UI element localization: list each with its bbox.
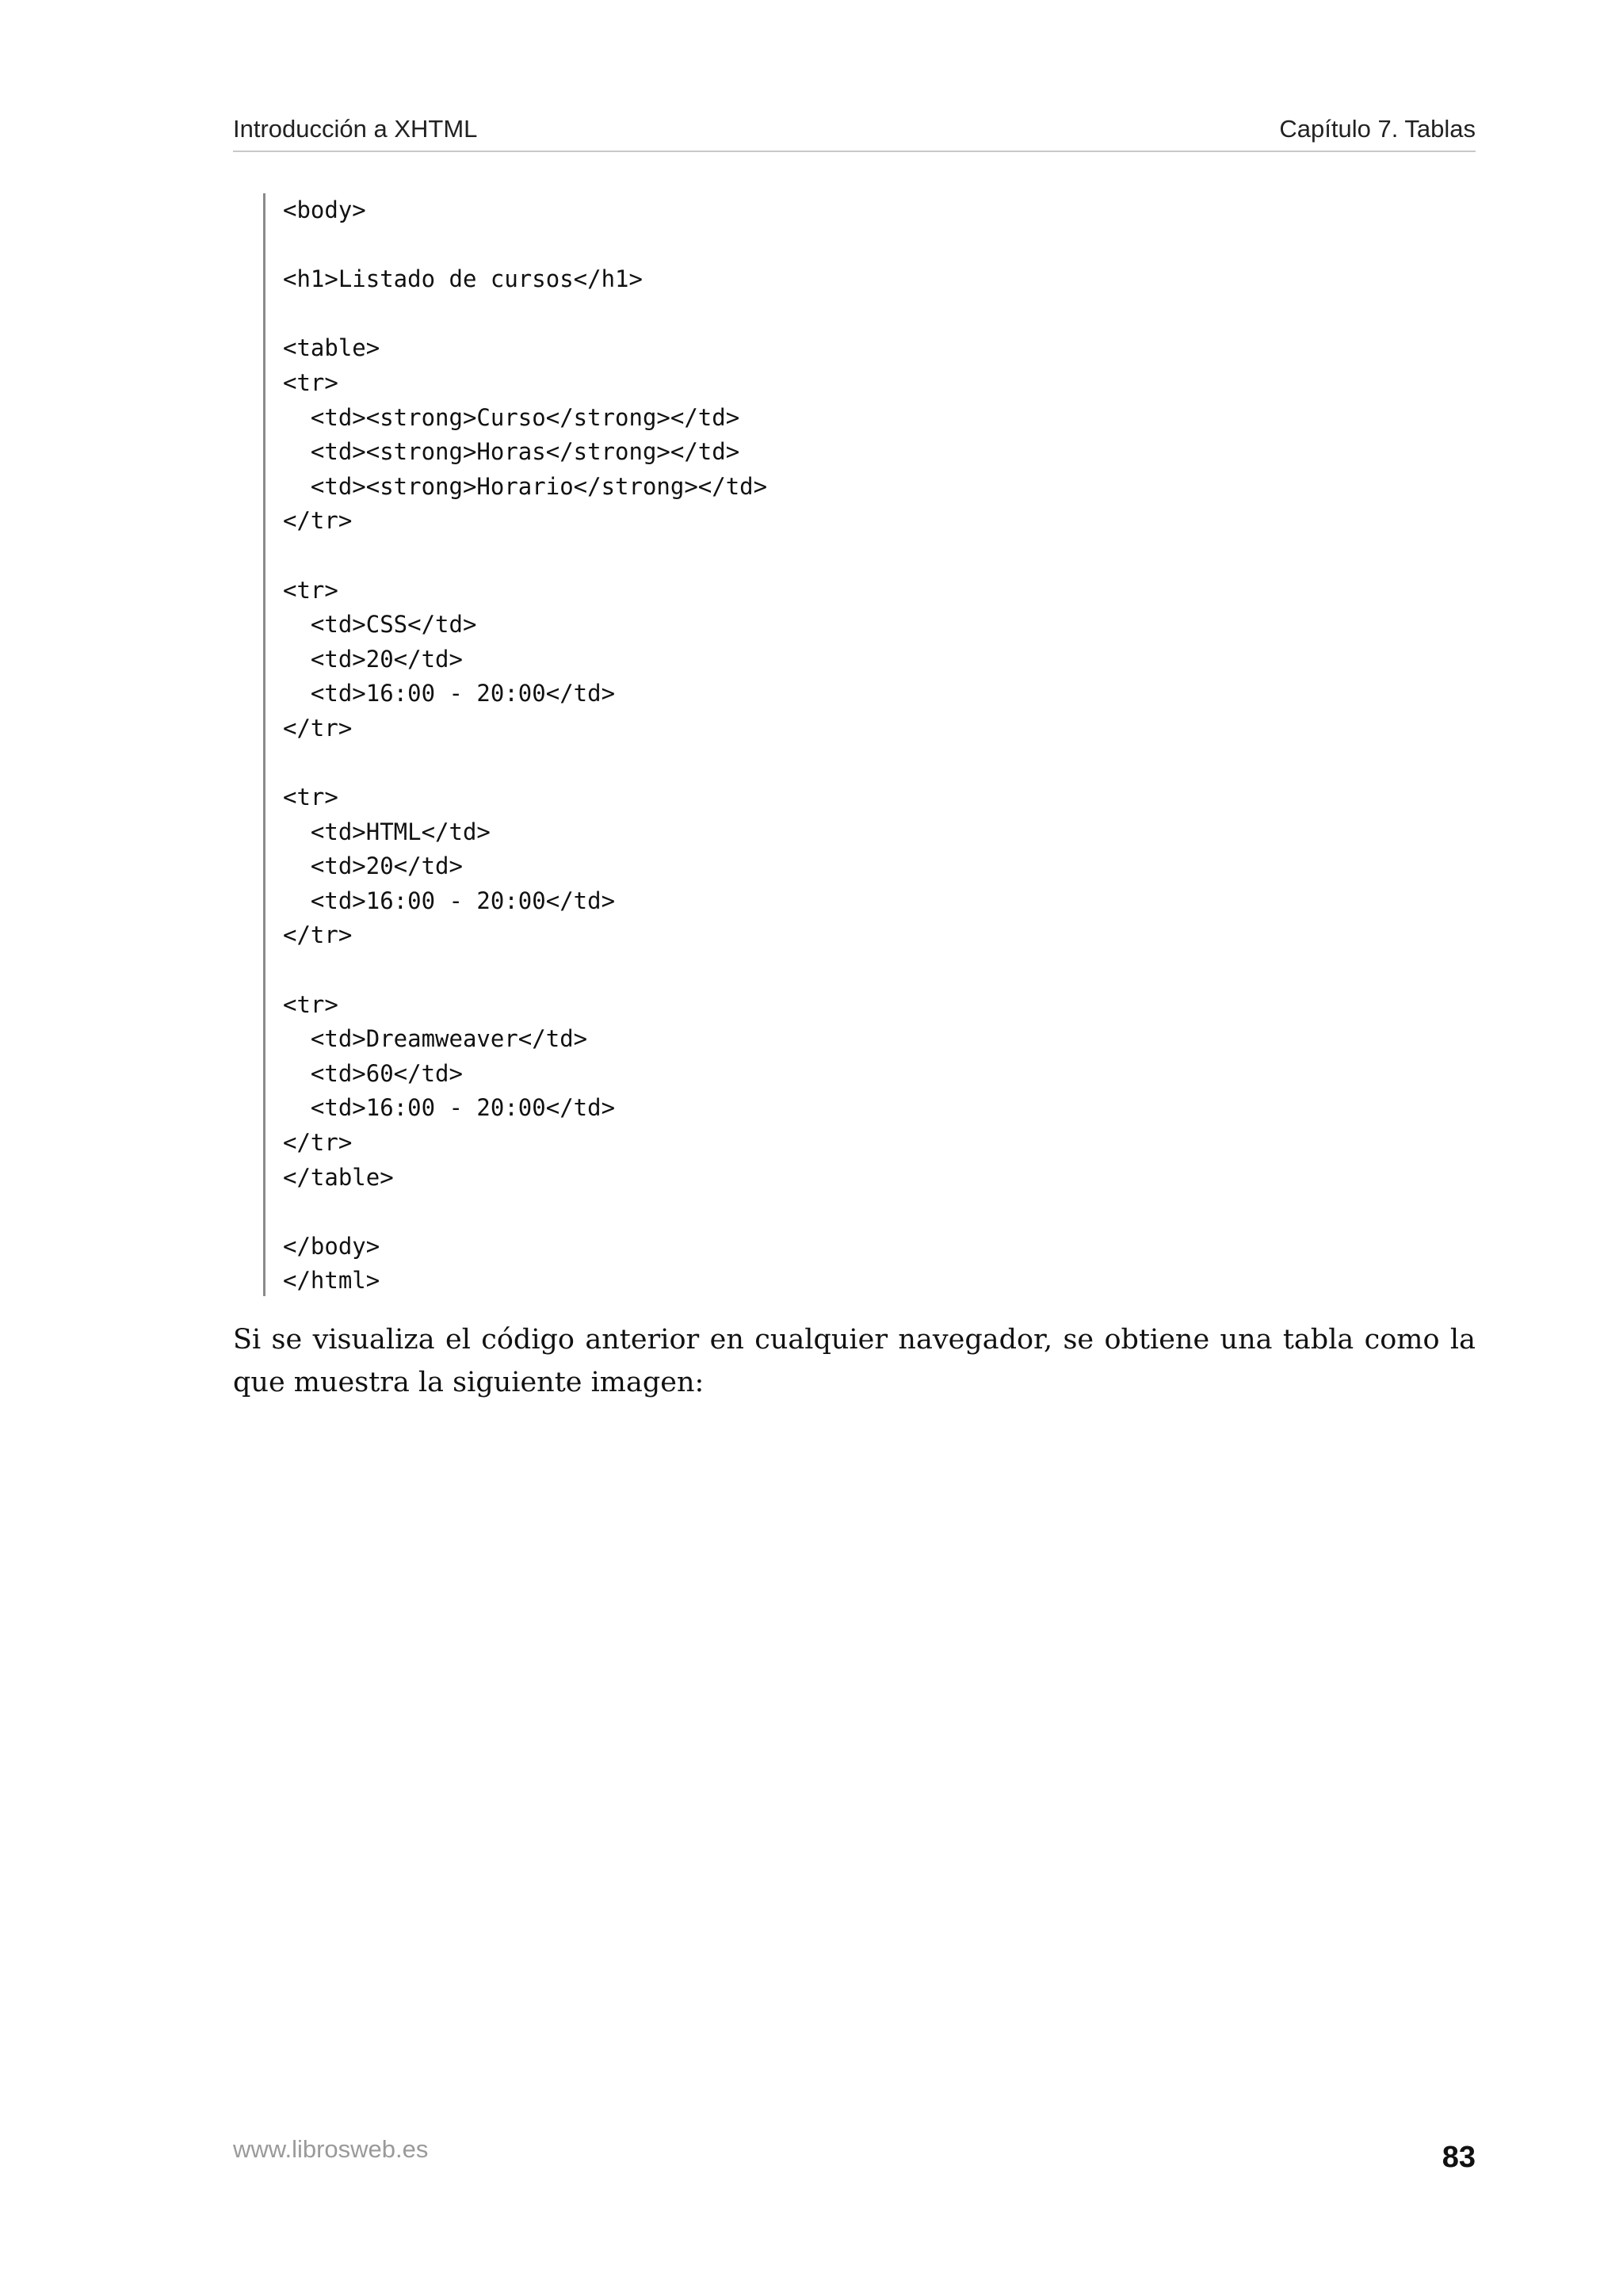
code-line: <td>20</td>: [283, 645, 463, 673]
code-line: [283, 953, 767, 988]
page-number: 83: [1442, 2141, 1476, 2174]
code-line: <td><strong>Horas</strong></td>: [283, 438, 740, 466]
code-line: <td>60</td>: [283, 1059, 463, 1087]
code-line: <tr>: [283, 784, 338, 811]
code-listing: [263, 193, 1373, 1296]
code-line: <td><strong>Curso</strong></td>: [283, 403, 740, 431]
code-line: [283, 297, 767, 332]
code-line: <td>16:00 - 20:00</td>: [283, 887, 616, 914]
code-line: <tr>: [283, 990, 338, 1018]
code-line: <td>Dreamweaver</td>: [283, 1025, 588, 1053]
code-line: <tr>: [283, 576, 338, 604]
code-line: </body>: [283, 1232, 380, 1260]
code-line: <table>: [283, 334, 380, 362]
body-paragraph: Si se visualiza el código anterior en cualquier navegador, se obtiene una tabla como la que muestra la siguiente imagen:: [233, 1324, 1476, 1398]
code-line: <td>20</td>: [283, 852, 463, 880]
code-line: </html>: [283, 1267, 380, 1295]
page-header: [233, 109, 1476, 149]
code-line: [283, 228, 767, 263]
chapter-title: Capítulo 7. Tablas: [1279, 115, 1476, 143]
footer-url: www.librosweb.es: [233, 2135, 429, 2163]
code-line: <td><strong>Horario</strong></td>: [283, 472, 768, 500]
code-line: <td>HTML</td>: [283, 818, 491, 845]
code-line: <body>: [283, 196, 366, 223]
header-divider: [233, 151, 1476, 152]
code-line: [283, 1195, 767, 1230]
code-line: <td>CSS</td>: [283, 611, 477, 639]
book-title: Introducción a XHTML: [233, 115, 478, 143]
code-line: </tr>: [283, 507, 353, 535]
code-line: </tr>: [283, 921, 353, 949]
code-line: </table>: [283, 1163, 394, 1191]
code-line: <tr>: [283, 368, 338, 396]
code-line: <td>16:00 - 20:00</td>: [283, 1094, 616, 1122]
code-line: </tr>: [283, 714, 353, 742]
code-line: [283, 746, 767, 781]
code-lines: [283, 193, 767, 1299]
code-line: [283, 539, 767, 574]
code-line: <td>16:00 - 20:00</td>: [283, 680, 616, 707]
code-line: <h1>Listado de cursos</h1>: [283, 265, 643, 293]
code-line: </tr>: [283, 1129, 353, 1157]
